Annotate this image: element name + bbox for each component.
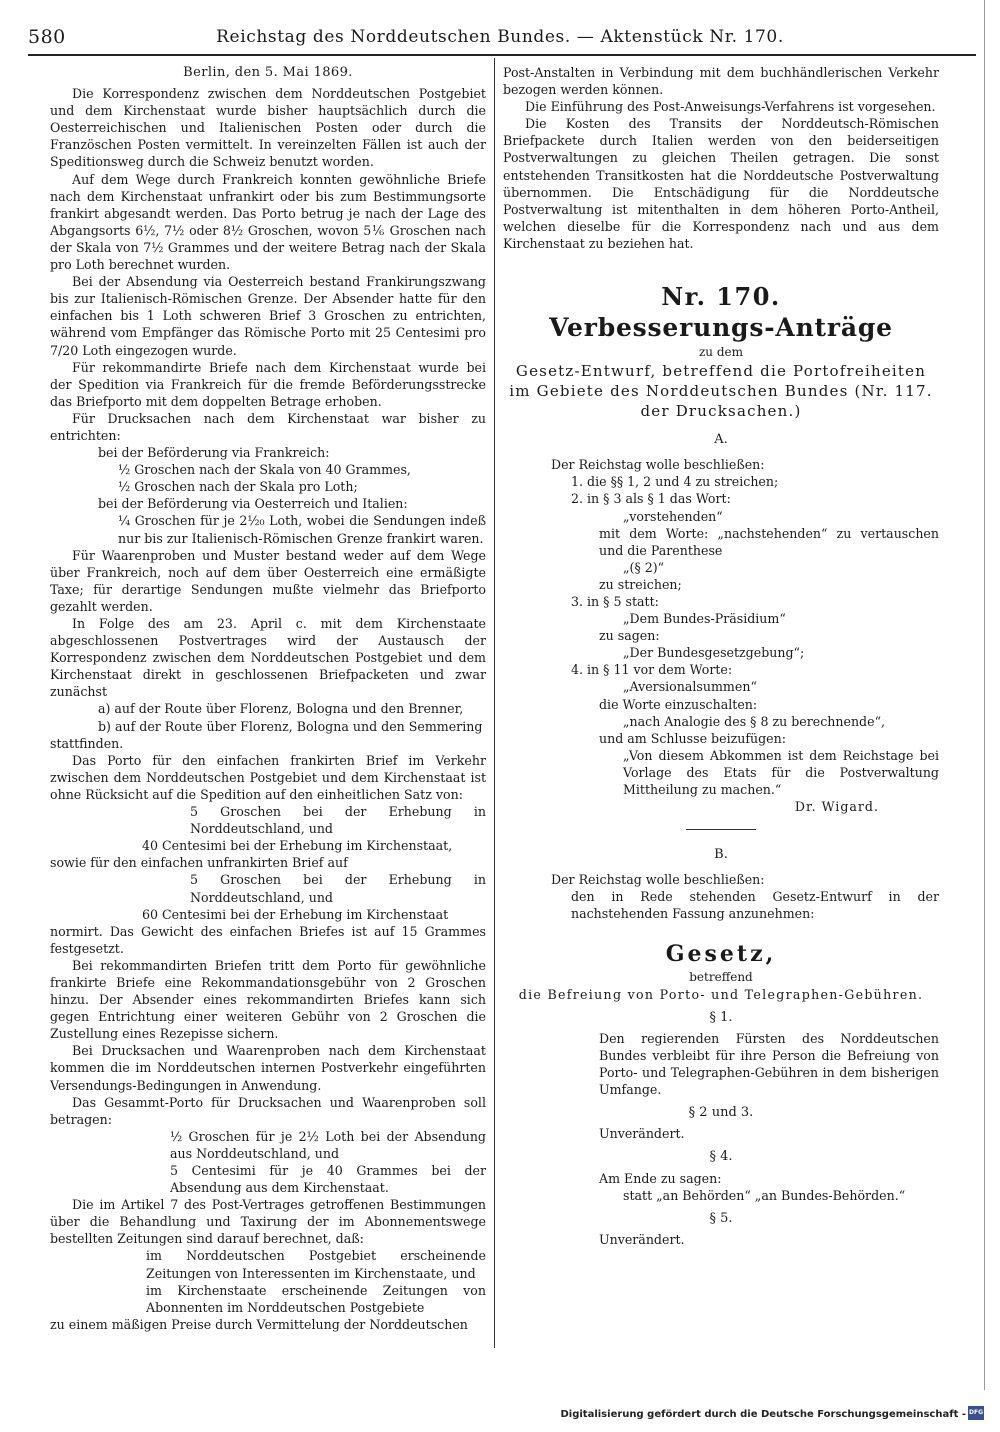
column-divider [494, 58, 495, 1348]
paragraph: Das Gesammt-Porto für Drucksachen und Waarenproben soll betragen: [50, 1094, 486, 1127]
paragraph: Auf dem Wege durch Frankreich konnten gewöhnliche Briefe nach dem Kirchenstaat unfrankirt oder bis zum Bestimmungsorte frankirt abgesandt werden. Das Porto betrug je nach der Lage des Abgangsorts 6½, 7½ oder 8½ Groschen, wovon 5⅙ Groschen nach der Skala von 7½ Grammes und der weitere Betrag nach der Skala pro Loth berechnet wurden. [50, 171, 486, 273]
rate-line: sowie für den einfachen unfrankirten Brief auf [50, 855, 348, 871]
amendment-quote: „Von diesem Abkommen ist dem Reichstage bei Vorlage des Etats für die Postverwaltung Mittheilung zu machen.“ [623, 747, 939, 797]
rate-line: 40 Centesimi bei der Erhebung im Kirchenstaat, [142, 838, 453, 854]
paragraph-mark: § 1. [709, 1009, 733, 1025]
amendment-item: 4. in § 11 vor dem Worte: [571, 662, 733, 678]
paragraph: Bei rekommandirten Briefen tritt dem Porto für gewöhnliche frankirte Briefe eine Rekommandationsgebühr von 2 Groschen hinzu. Der Absender eines rekommandirten Briefes kann sich gegen Entrichtung einer weiteren Gebühr von 2 Groschen die Zustellung eines Rezepisse sichern. [50, 957, 486, 1042]
paragraph: Für rekommandirte Briefe nach dem Kirchenstaat wurde bei der Spedition via Frankreich für die fremde Beförderungsstrecke das Briefporto mit dem doppelten Betrage erhoben. [50, 359, 486, 409]
law-connector: betreffend [689, 969, 753, 984]
amendment-item: 1. die §§ 1, 2 und 4 zu streichen; [571, 474, 779, 490]
dfg-logo: DFG [968, 1406, 984, 1420]
amendment-quote: „vorstehenden“ [623, 508, 723, 524]
list-line: im Kirchenstaate erscheinende Zeitungen von Abonnenten im Norddeutschen Postgebiete [146, 1282, 486, 1315]
running-head: Reichstag des Norddeutschen Bundes. — Aktenstück Nr. 170. [216, 27, 784, 47]
subtitle-connector: zu dem [698, 345, 744, 360]
law-subtitle: die Befreiung von Porto- und Telegraphen-Gebühren. [518, 986, 924, 1002]
right-column [503, 64, 939, 1248]
amendment-quote: „Dem Bundes-Präsidium“ [623, 611, 786, 627]
law-text: Am Ende zu sagen: [599, 1170, 722, 1186]
list-line: ½ Groschen nach der Skala pro Loth; [118, 479, 358, 495]
rate-line: 5 Groschen bei der Erhebung in Norddeutschland, und [190, 804, 486, 837]
list-line: bei der Beförderung via Oesterreich und Italien: [98, 496, 408, 512]
list-line: ½ Groschen nach der Skala von 40 Grammes, [118, 462, 411, 478]
signature: Dr. Wigard. [794, 799, 879, 815]
paragraph: Die im Artikel 7 des Post-Vertrages getroffenen Bestimmungen über die Behandlung und Taxirung der im Abonnementswege bestellten Zeitungen sind darauf berechnet, daß: [50, 1197, 486, 1247]
header-rule [28, 54, 976, 56]
amendment-quote: „(§ 2)“ [623, 559, 665, 575]
paragraph: In Folge des am 23. April c. mit dem Kirchenstaate abgeschlossenen Postvertrages wird der Austausch der Korrespondenz zwischen dem Norddeutschen Postgebiet und dem Kirchenstaat direkt in geschlossenen Briefpacketen und zwar zunächst [50, 616, 486, 700]
paragraph: Post-Anstalten in Verbindung mit dem buchhändlerischen Verkehr bezogen werden können. [503, 65, 939, 98]
section-divider [686, 829, 756, 830]
paragraph: Für Drucksachen nach dem Kirchenstaat war bisher zu entrichten: [50, 410, 486, 443]
route-line: b) auf der Route über Florenz, Bologna und den Semmering [98, 718, 483, 734]
section-a-heading: A. [714, 432, 728, 448]
law-title: Gesetz, [665, 940, 777, 967]
law-text: Unverändert. [599, 1231, 685, 1247]
paragraph: Die Korrespondenz zwischen dem Norddeutschen Postgebiet und dem Kirchenstaat wurde bisher hauptsächlich durch die Oesterreichischen und Italienischen Posten oder durch die Französchen Posten vermittelt. In vereinzelten Fällen ist auch der Speditionsweg durch die Schweiz benutzt worden. [50, 86, 486, 170]
motion-text: den in Rede stehenden Gesetz-Entwurf in der nachstehenden Fassung anzunehmen: [571, 889, 939, 922]
paragraph: Die Einführung des Post-Anweisungs-Verfahrens ist vorgesehen. [525, 99, 936, 115]
paragraph: Die Kosten des Transits der Norddeutsch-Römischen Briefpackete durch Italien werden von den beiderseitigen Postverwaltungen zu gleichen Theilen getragen. Die sonst entstehenden Transitkosten hat die Norddeutsche Postverwaltung übernommen. Die Entschädigung für die Norddeutsche Postverwaltung ist mitenthalten in dem höheren Porto-Antheil, welchen dieselbe für die Korrespondenz nach und aus dem Kirchenstaat zu beziehen hat. [503, 116, 939, 251]
route-line: a) auf der Route über Florenz, Bologna und den Brenner, [98, 701, 464, 717]
list-line: ¼ Groschen für je 2½₀ Loth, wobei die Sendungen indeß nur bis zur Italienisch-Römischen Grenze frankirt waren. [118, 513, 486, 546]
paragraph: normirt. Das Gewicht des einfachen Briefes ist auf 15 Grammes festgesetzt. [50, 923, 486, 956]
motion-intro: Der Reichstag wolle beschließen: [551, 457, 765, 473]
paragraph: Das Porto für den einfachen frankirten Brief im Verkehr zwischen dem Norddeutschen Postgebiet und dem Kirchenstaat ist ohne Rücksicht auf die Spedition auf den einheitlichen Satz von: [50, 752, 486, 802]
rate-line: 60 Centesimi bei der Erhebung im Kirchenstaat [142, 906, 449, 922]
rate-line: 5 Groschen bei der Erhebung in Norddeutschland, und [190, 872, 486, 905]
page-number: 580 [28, 26, 66, 48]
bill-reference: Gesetz-Entwurf, betreffend die Portofreiheiten im Gebiete des Norddeutschen Bundes (Nr. 117. der Drucksachen.) [509, 362, 933, 421]
rate-line: 5 Centesimi für je 40 Grammes bei der Absendung aus dem Kirchenstaat. [170, 1163, 486, 1196]
section-b-heading: B. [714, 847, 728, 863]
motion-intro: Der Reichstag wolle beschließen: [551, 872, 765, 888]
paragraph: Für Waarenproben und Muster bestand weder auf dem Wege über Frankreich, noch auf dem über Oesterreich eine ermäßigte Taxe; für derartige Sendungen mußte vielmehr das Briefporto gezahlt werden. [50, 547, 486, 614]
paragraph: Bei Drucksachen und Waarenproben nach dem Kirchenstaat kommen die im Norddeutschen internen Postverkehr eingeführten Versendungs-Bedingungen in Anwendung. [50, 1043, 486, 1093]
paragraph: Bei der Absendung via Oesterreich bestand Frankirungszwang bis zur Italienisch-Römischen Grenze. Der Absender hatte für den einfachen bis 1 Loth schweren Brief 3 Groschen zu entrichten, während vom Empfänger das Römische Porto mit 25 Centesimi pro 7/20 Loth eingezogen wurde. [50, 274, 486, 358]
amendment-quote: „Der Bundesgesetzgebung“; [623, 645, 805, 661]
paragraph-mark: § 2 und 3. [688, 1105, 754, 1121]
list-line: bei der Beförderung via Frankreich: [98, 445, 330, 461]
amendment-text: die Worte einzuschalten: [599, 696, 758, 712]
paragraph: stattfinden. [50, 735, 124, 751]
amendment-text: zu streichen; [599, 576, 682, 592]
dateline: Berlin, den 5. Mai 1869. [183, 65, 353, 80]
left-column [50, 64, 486, 1333]
paragraph-mark: § 4. [709, 1149, 733, 1165]
amendment-text: zu sagen: [599, 628, 660, 644]
law-text: Unverändert. [599, 1126, 685, 1142]
amendment-item: 3. in § 5 statt: [571, 593, 659, 609]
amendment-quote: „Aversionalsummen“ [623, 679, 757, 695]
paragraph-mark: § 5. [709, 1210, 733, 1226]
list-line: im Norddeutschen Postgebiet erscheinende Zeitungen von Interessenten im Kirchenstaate, und [146, 1248, 486, 1281]
amendment-text: und am Schlusse beizufügen: [599, 730, 786, 746]
document-number: Nr. 170. [661, 282, 781, 312]
law-text: Den regierenden Fürsten des Norddeutschen Bundes verbleibt für ihre Person die Befreiung von Porto- und Telegraphen-Gebühren in dem bisherigen Umfange. [599, 1030, 939, 1098]
law-text: statt „an Behörden“ „an Bundes-Behörden.“ [623, 1187, 906, 1203]
page-edge-line [984, 0, 985, 1390]
digitization-credit: Digitalisierung gefördert durch die Deutsche Forschungsgemeinschaft - [560, 1409, 966, 1420]
amendment-item: 2. in § 3 als § 1 das Wort: [571, 491, 731, 507]
amendment-text: mit dem Worte: „nachstehenden“ zu vertauschen und die Parenthese [599, 525, 939, 558]
amendment-quote: „nach Analogie des § 8 zu berechnende“, [623, 713, 886, 729]
paragraph: zu einem mäßigen Preise durch Vermittelung der Norddeutschen [50, 1316, 468, 1332]
rate-line: ½ Groschen für je 2½ Loth bei der Absendung aus Norddeutschland, und [170, 1128, 486, 1161]
document-title: Verbesserungs-Anträge [549, 313, 893, 343]
